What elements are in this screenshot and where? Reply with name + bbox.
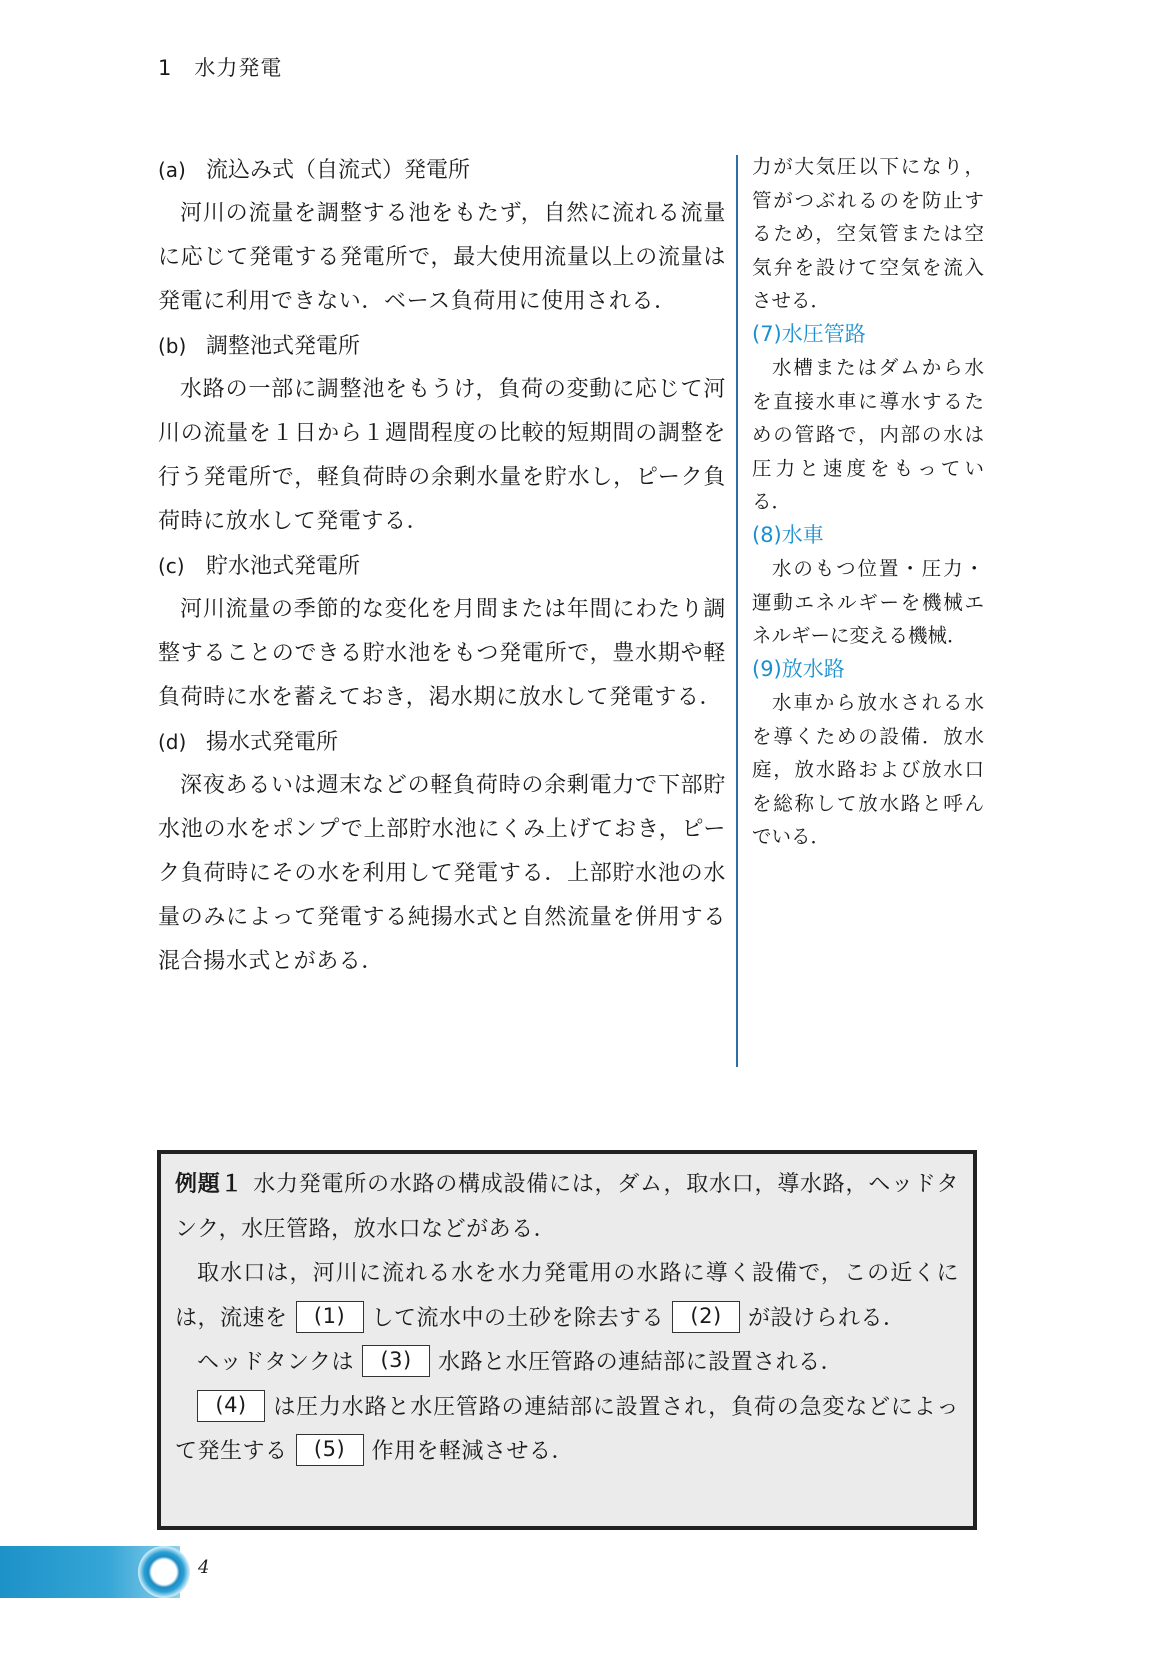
section-body-d: 深夜あるいは週末などの軽負荷時の余剰電力で下部貯水池の水をポンプで上部貯水池にくみ上げておき，ピーク負荷時にその水を利用して発電する．上部貯水池の水量のみによって発電する純揚水式と自然流量を併用する混合揚水式とがある． xyxy=(158,773,726,974)
side-note-8: 水のもつ位置・圧力・運動エネルギーを機械エネルギーに変える機械． xyxy=(752,557,984,647)
blank-4: (4) xyxy=(197,1390,265,1422)
example-p3-a: ヘッドタンクは xyxy=(197,1350,355,1375)
example-p2-a: 取水口は，河川に流れる水を水力発電用の水路に導く設備で，この近くには，流速を xyxy=(175,1261,959,1331)
section-tag: (a) xyxy=(158,158,186,182)
example-p1-text: 水力発電所の水路の構成設備には，ダム，取水口，導水路，ヘッドタンク，水圧管路，放水口などがある． xyxy=(175,1172,959,1242)
example-label: 例題１ xyxy=(175,1172,244,1197)
section-heading-a xyxy=(158,148,726,192)
side-intro: 力が大気圧以下になり，管がつぶれるのを防止するため，空気管または空気弁を設けて空気を流入させる． xyxy=(752,155,984,312)
section-heading-d xyxy=(158,720,726,764)
example-p4-b: 作用を軽減させる． xyxy=(371,1439,575,1464)
sidebar-notes xyxy=(752,150,984,854)
example-p4 xyxy=(175,1386,959,1475)
section-heading-c xyxy=(158,544,726,588)
chapter-title: 水力発電 xyxy=(194,56,283,80)
section-body-b: 水路の一部に調整池をもうけ，負荷の変動に応じて河川の流量を１日から１週間程度の比較的短期間の調整を行う発電所で，軽負荷時の余剰水量を貯水し，ピーク負荷時に放水して発電する． xyxy=(158,377,726,534)
section-title: 調整池式発電所 xyxy=(206,334,361,359)
page-number: 4 xyxy=(198,1557,210,1578)
footer-ring-icon xyxy=(138,1546,190,1598)
side-heading-8: (8)水車 xyxy=(752,522,824,547)
chapter-number: 1 xyxy=(158,56,173,80)
section-tag: (c) xyxy=(158,554,185,578)
example-p2-b: して流水中の土砂を除去する xyxy=(371,1305,665,1331)
example-p3 xyxy=(175,1341,959,1386)
section-heading-b xyxy=(158,324,726,368)
example-p2 xyxy=(175,1252,959,1341)
section-body-c: 河川流量の季節的な変化を月間または年間にわたり調整することのできる貯水池をもつ発電所で，豊水期や軽負荷時に水を蓄えておき，渇水期に放水して発電する． xyxy=(158,597,726,710)
section-title: 貯水池式発電所 xyxy=(206,554,361,579)
chapter-header xyxy=(158,52,282,82)
example-box xyxy=(157,1150,977,1530)
example-p4-a: は圧力水路と水圧管路の連結部に設置され，負荷の急変などによって発生する xyxy=(175,1394,959,1464)
section-tag: (b) xyxy=(158,334,187,358)
blank-1: (1) xyxy=(296,1301,364,1333)
section-title: 流込み式（自流式）発電所 xyxy=(206,158,471,183)
section-title: 揚水式発電所 xyxy=(206,730,339,755)
side-note-9: 水車から放水される水を導くための設備．放水庭，放水路および放水口を総称して放水路と呼んでいる． xyxy=(752,691,984,848)
side-heading-9: (9)放水路 xyxy=(752,656,845,681)
side-note-7: 水槽またはダムから水を直接水車に導水するための管路で，内部の水は圧力と速度をもっている． xyxy=(752,356,984,513)
example-p1 xyxy=(175,1163,959,1252)
side-heading-7: (7)水圧管路 xyxy=(752,321,866,346)
example-p2-c: が設けられる． xyxy=(748,1305,906,1331)
sidebar-divider xyxy=(736,155,738,1067)
blank-5: (5) xyxy=(296,1434,364,1466)
example-p3-b: 水路と水圧管路の連結部に設置される． xyxy=(438,1350,844,1375)
main-text xyxy=(158,148,726,984)
blank-3: (3) xyxy=(362,1345,430,1377)
section-tag: (d) xyxy=(158,730,187,754)
section-body-a: 河川の流量を調整する池をもたず，自然に流れる流量に応じて発電する発電所で，最大使用流量以上の流量は発電に利用できない．ベース負荷用に使用される． xyxy=(158,201,726,314)
blank-2: (2) xyxy=(672,1301,740,1333)
